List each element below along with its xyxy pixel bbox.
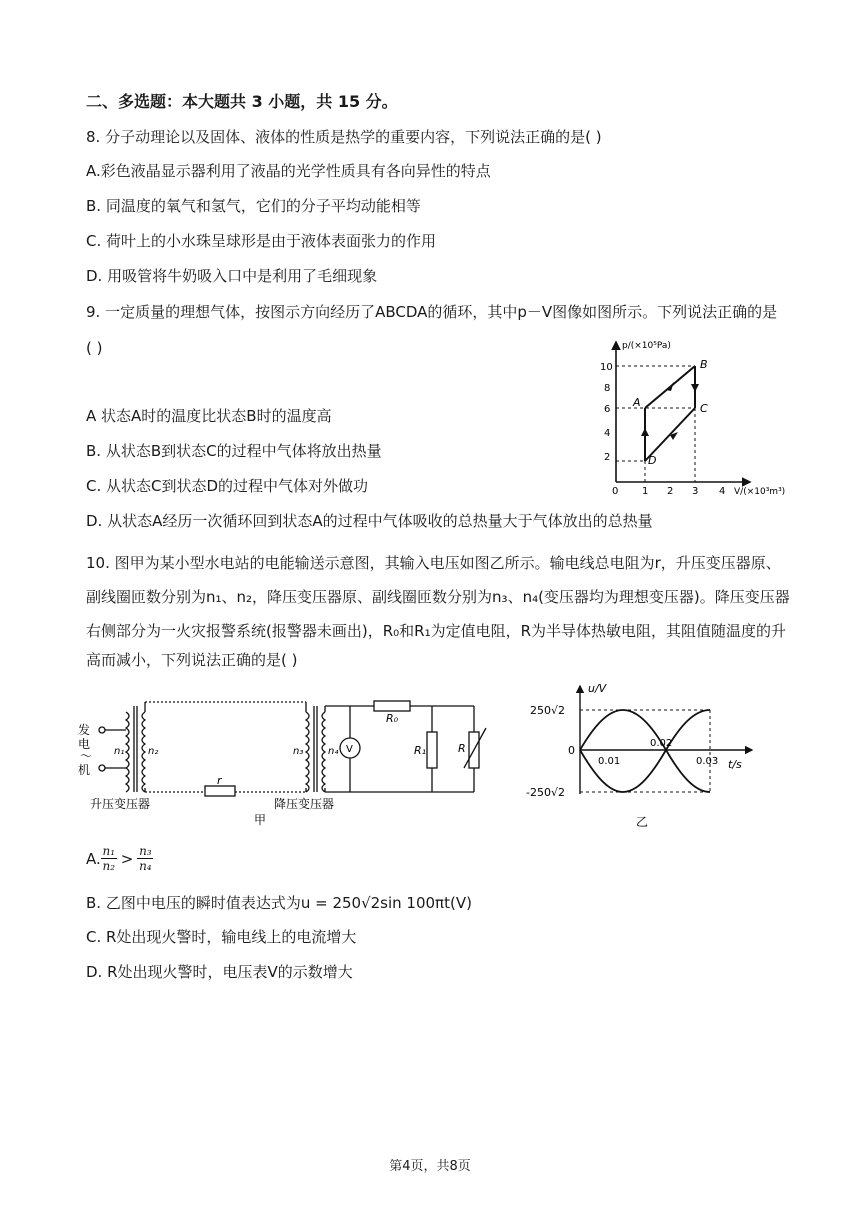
resistor-r1 (427, 732, 437, 768)
resistor-r0 (374, 701, 410, 711)
resistor-r (205, 786, 235, 796)
stepdown-secondary-coil (322, 712, 325, 792)
q10-option-b: B. 乙图中电压的瞬时值表达式为u = 250√2sin 100πt(V) (86, 894, 472, 912)
wave-ymax: 250√2 (530, 704, 566, 717)
point-b-label: B (700, 358, 708, 371)
terminal-top (99, 727, 105, 733)
wave-ymin: -250√2 (526, 786, 565, 799)
wave-t2: 0.02 (650, 738, 673, 749)
q9-option-d: D. 从状态A经历一次循环回到状态A的过程中气体吸收的总热量大于气体放出的总热量 (86, 512, 653, 530)
pv-ytick: 2 (604, 452, 611, 463)
q8-option-c: C. 荷叶上的小水珠呈球形是由于液体表面张力的作用 (86, 232, 437, 250)
pv-ytick: 4 (604, 428, 611, 439)
n4-label: n₄ (328, 746, 339, 757)
pv-xtick: 1 (642, 486, 649, 497)
stepup-primary-coil (126, 712, 129, 792)
fraction-num: n₃ (139, 844, 152, 858)
q9-option-a: A 状态A时的温度比状态B时的温度高 (86, 407, 332, 425)
pv-ytick: 10 (600, 362, 613, 373)
q10-stem-line2: 副线圈匝数分别为n₁、n₂，降压变压器原、副线圈匝数分别为n₃、n₄(变压器均为理想变压器)。降压变压器 (86, 588, 790, 606)
wave-ylabel: u/V (588, 682, 607, 695)
q8-option-a: A.彩色液晶显示器利用了液晶的光学性质具有各向异性的特点 (86, 162, 491, 180)
q8-option-d: D. 用吸管将牛奶吸入口中是利用了毛细现象 (86, 267, 378, 285)
pv-xtick: 4 (719, 486, 726, 497)
q9-option-b: B. 从状态B到状态C的过程中气体将放出热量 (86, 442, 382, 460)
diagram-caption-jia: 甲 (254, 813, 267, 827)
generator-label: 发 (78, 723, 91, 737)
stepdown-primary-coil (306, 712, 309, 792)
voltmeter-label: V (346, 744, 353, 755)
fraction-num: n₁ (102, 844, 116, 858)
pv-ylabel: p/(×10⁵Pa) (622, 341, 671, 351)
pv-xtick: 0 (612, 486, 619, 497)
q10-stem-line1: 10. 图甲为某小型水电站的电能输送示意图，其输入电压如图乙所示。输电线总电阻为r，升压变压器原、 (86, 554, 781, 572)
pv-xlabel: V/(×10³m³) (734, 487, 786, 497)
pv-graph (592, 336, 797, 498)
stepup-label: 升压变压器 (90, 797, 151, 811)
fraction-den: n₄ (139, 859, 152, 873)
fraction-n1-n2 (101, 844, 117, 873)
point-a-label: A (633, 396, 641, 409)
point-d-label: D (648, 454, 657, 467)
q10-option-a-prefix: A. (86, 849, 101, 868)
q8-stem: 8. 分子动理论以及固体、液体的性质是热学的重要内容，下列说法正确的是( ) (86, 128, 602, 146)
pv-ytick: 6 (604, 404, 611, 415)
wave-xlabel: t/s (728, 758, 742, 771)
q10-stem-line4: 高而减小，下列说法正确的是( ) (86, 651, 298, 669)
wave-zero: 0 (568, 744, 575, 757)
wave-t3: 0.03 (696, 756, 719, 767)
wave-t1: 0.01 (598, 756, 621, 767)
r0-label: R₀ (386, 712, 399, 725)
terminal-bottom (99, 765, 105, 771)
stepdown-label: 降压变压器 (274, 797, 335, 811)
diagram-caption-yi: 乙 (636, 815, 649, 829)
n3-label: n₃ (293, 746, 304, 757)
q10-option-c: C. R处出现火警时，输电线上的电流增大 (86, 928, 357, 946)
fraction-den: n₂ (102, 859, 116, 873)
generator-label: ～ (80, 749, 93, 763)
fraction-n3-n4 (137, 844, 153, 873)
q8-option-b: B. 同温度的氧气和氢气，它们的分子平均动能相等 (86, 197, 421, 215)
pv-ytick: 8 (604, 383, 611, 394)
thermistor-label: R (458, 742, 466, 755)
generator-label: 机 (78, 763, 91, 777)
circuit-diagram (74, 688, 504, 830)
page-footer: 第4页，共8页 (389, 1159, 471, 1174)
n2-label: n₂ (148, 746, 159, 757)
q10-option-a: A. n₁ n₂ > n₃ n₄ (86, 844, 152, 873)
stepup-secondary-coil (142, 712, 145, 792)
q9-stem: 9. 一定质量的理想气体，按图示方向经历了ABCDA的循环，其中p－V图像如图所示。下列说法正确的是 (86, 303, 778, 321)
r1-label: R₁ (414, 744, 427, 757)
q10-option-d: D. R处出现火警时，电压表V的示数增大 (86, 963, 353, 981)
voltage-wave-graph (524, 676, 764, 832)
generator-label: 电 (78, 737, 91, 751)
pv-xtick: 2 (667, 486, 674, 497)
n1-label: n₁ (114, 746, 125, 757)
section-title: 二、多选题：本大题共 3 小题，共 15 分。 (86, 92, 398, 111)
q9-stem-bracket: ( ) (86, 339, 103, 357)
q9-option-c: C. 从状态C到状态D的过程中气体对外做功 (86, 477, 369, 495)
r-label: r (217, 774, 222, 787)
pv-xtick: 3 (692, 486, 699, 497)
q10-stem-line3: 右侧部分为一火灾报警系统(报警器未画出)，R₀和R₁为定值电阻，R为半导体热敏电阻，其阻值随温度的升 (86, 622, 787, 640)
point-c-label: C (700, 402, 708, 415)
